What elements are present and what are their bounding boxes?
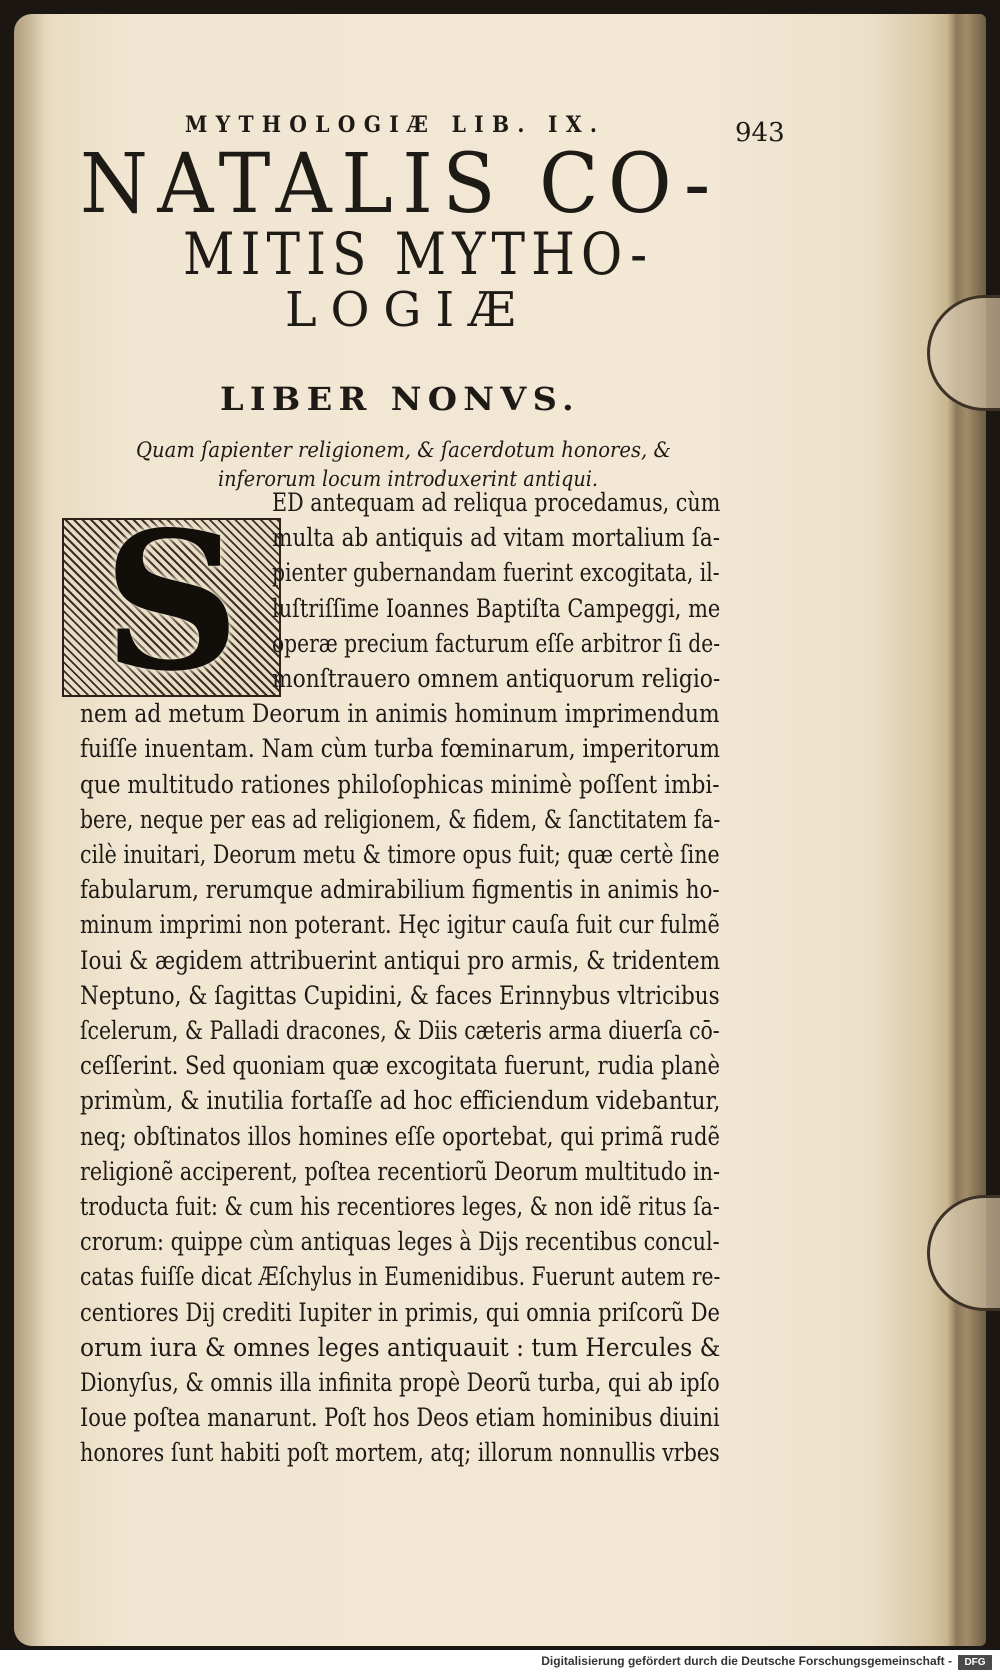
body-line: bere, neque per eas ad religionem, & fidem, & ſanctitatem fa- — [80, 804, 721, 834]
book-label: LIBER NONVS. — [220, 380, 580, 418]
body-line: luſtriſſime Ioannes Baptiſta Campeggi, me — [272, 593, 721, 623]
body-line: primùm, & inutilia fortaſſe ad hoc efficiendum videbantur, — [80, 1086, 721, 1116]
body-line: catas fuiſſe dicat Æſchylus in Eumenidibus. Fuerunt autem re- — [80, 1262, 721, 1292]
body-line: ſcelerum, & Palladi dracones, & Diis cæteris arma diuerſa cō- — [80, 1016, 720, 1045]
ornamental-drop-cap — [62, 490, 281, 713]
chapter-subtitle-line-2: inferorum locum introduxerint antiqui. — [218, 467, 599, 491]
body-line: troducta fuit: & cum his recentiores leges, & non idẽ ritus ſa- — [80, 1192, 720, 1221]
body-line: ED antequam ad reliqua procedamus, cùm — [272, 488, 721, 517]
body-line: multa ab antiquis ad vitam mortalium ſa- — [272, 523, 721, 553]
body-line: honores ſunt habiti poſt mortem, atq; illorum nonnullis vrbes — [80, 1438, 720, 1468]
drop-cap-letter: S — [102, 490, 241, 713]
body-line: operæ precium facturum eſſe arbitror ſi de- — [272, 628, 721, 658]
body-line: Ioui & ægidem attribuerint antiqui pro armis, & tridentem — [80, 945, 720, 975]
body-line: orum iura & omnes leges antiquauit : tum Hercules & — [80, 1332, 721, 1362]
title-line-3: LOGIÆ — [285, 282, 530, 338]
body-line: fabularum, rerumque admirabilium figmentis in animis ho- — [80, 875, 720, 905]
body-line: que multitudo rationes philoſophicas minimè poſſent imbi- — [80, 769, 720, 799]
body-line: minum imprimi non poterant. Hęc igitur cauſa fuit cur fulmẽ — [80, 910, 720, 940]
title-line-2: MITIS MYTHO- — [183, 220, 654, 288]
page-gutter-shadow — [14, 14, 44, 1646]
body-line: Dionyſus, & omnis illa infinita propè Deorũ turba, qui ab ipſo — [80, 1368, 720, 1397]
funding-credit: Digitalisierung gefördert durch die Deutsche Forschungsgemeinschaft - — [541, 1654, 952, 1668]
running-head: MYTHOLOGIÆ LIB. IX. — [185, 112, 606, 138]
page-number: 943 — [735, 118, 785, 148]
body-line: Ioue poſtea manarunt. Poſt hos Deos etiam hominibus diuini — [80, 1403, 720, 1433]
dfg-logo: DFG — [958, 1655, 992, 1670]
body-line: crorum: quippe cùm antiquas leges à Dijs recentibus concul- — [80, 1227, 720, 1257]
body-line: nem ad metum Deorum in animis hominum imprimendum — [80, 699, 720, 729]
body-line: centiores Dij crediti Iupiter in primis, qui omnia priſcorũ De — [80, 1297, 720, 1327]
body-line: Neptuno, & ſagittas Cupidini, & faces Erinnybus vltricibus — [80, 980, 720, 1010]
body-line: neq; obſtinatos illos homines eſſe oportebat, qui primã rudẽ — [80, 1121, 721, 1151]
body-line: ceſſerint. Sed quoniam quæ excogitata fuerunt, rudia planè — [80, 1051, 721, 1081]
body-line: pienter gubernandam fuerint excogitata, il- — [272, 558, 720, 588]
body-line: religionẽ acciperent, poſtea recentiorũ Deorum multitudo in- — [80, 1156, 720, 1186]
body-line: fuiſſe inuentam. Nam cùm turba fœminarum, imperitorum — [80, 734, 721, 764]
chapter-subtitle-line-1: Quam ſapienter religionem, & ſacerdotum honores, & — [136, 438, 671, 462]
body-line: cilè inuitari, Deorum metu & timore opus fuit; quæ certè ſine — [80, 840, 720, 869]
footer-bar — [0, 1650, 1000, 1675]
title-line-1: NATALIS CO- — [80, 137, 720, 232]
body-line: monſtrauero omnem antiquorum religio- — [272, 664, 721, 693]
